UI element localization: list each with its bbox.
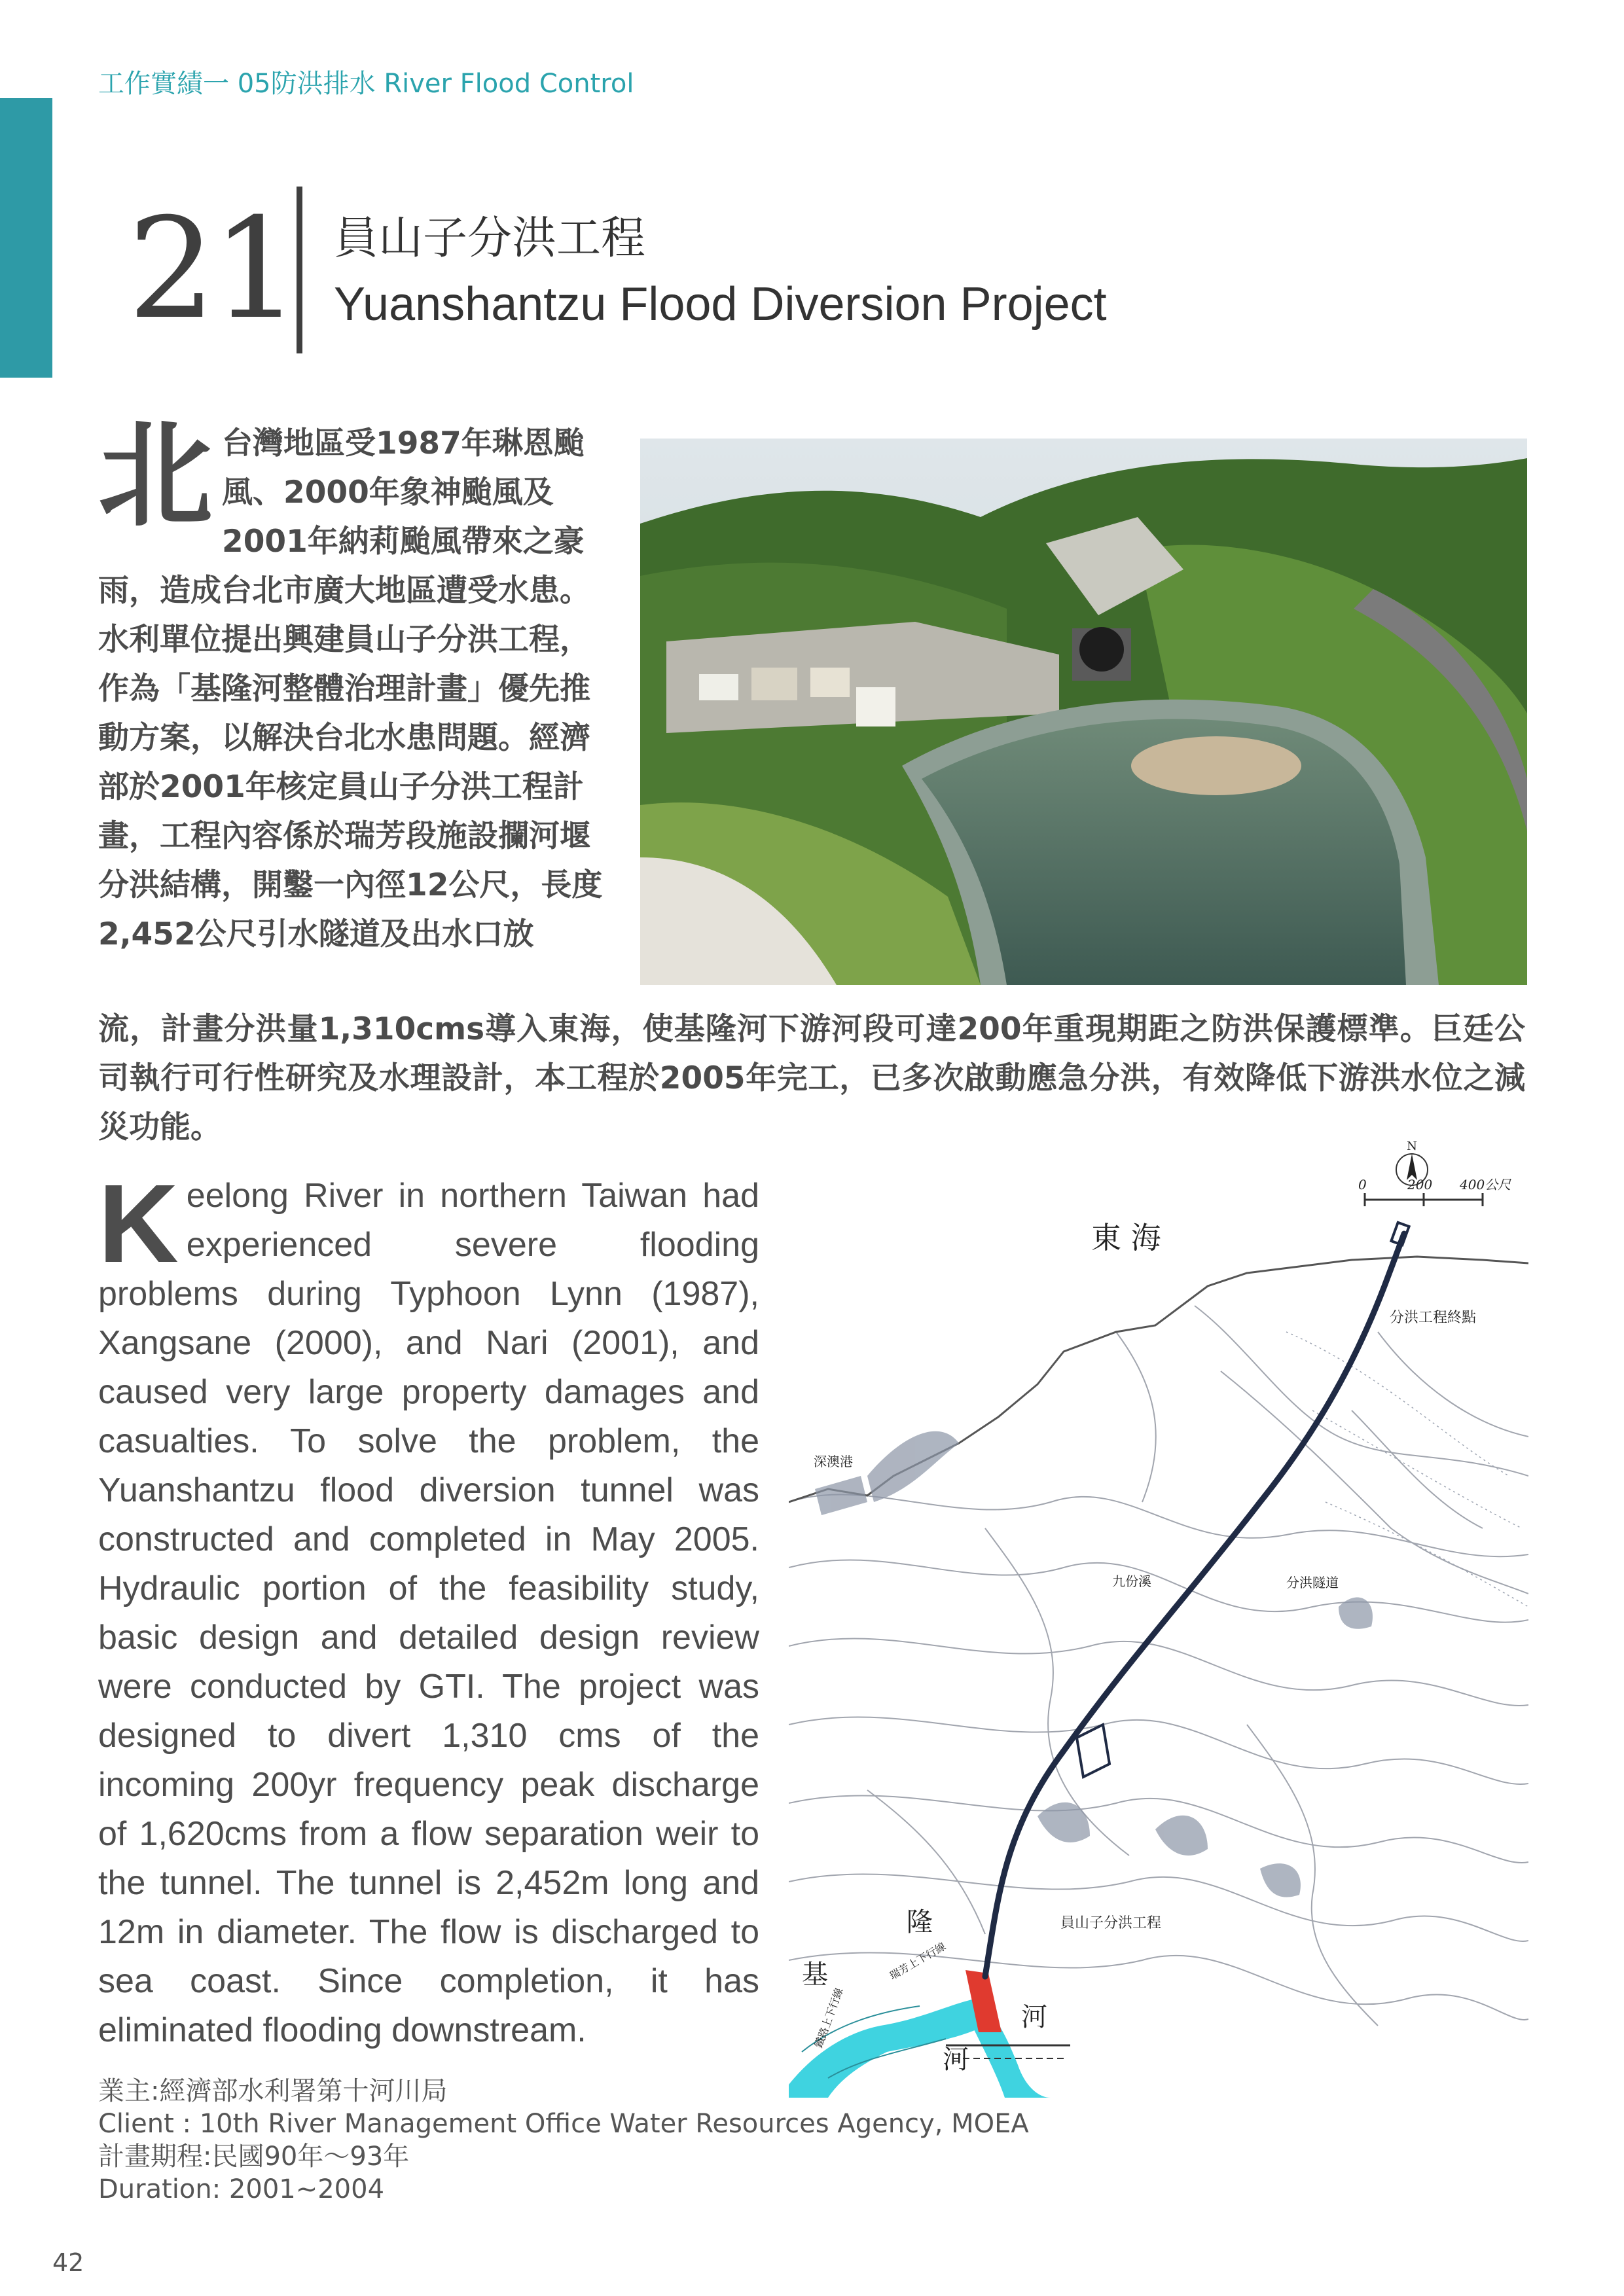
zh-drop-cap: 北 bbox=[98, 410, 213, 543]
zh-paragraph-continued: 流，計畫分洪量1,310cms導入東海，使基隆河下游河段可達200年重現期距之防洪保護標準。巨廷公司執行可行性研究及水理設計，本工程於2005年完工，已多次啟動應急分洪，有效降低下游洪水位之減災功能。 bbox=[98, 1011, 1525, 1145]
map-label-tunnel: 分洪隧道 bbox=[1286, 1575, 1339, 1590]
client-zh: 業主:經濟部水利署第十河川局 bbox=[98, 2076, 448, 2106]
map-label-rail: 瑞芳上下行線 bbox=[887, 1940, 948, 1982]
scale-bar bbox=[1358, 1177, 1511, 1206]
map-label-sea: 東 海 bbox=[1091, 1220, 1161, 1255]
en-paragraph bbox=[98, 1162, 759, 2055]
zh-paragraph bbox=[98, 410, 617, 959]
project-title-zh: 員山子分洪工程 bbox=[334, 213, 646, 264]
duration-zh: 計畫期程:民國90年～93年 bbox=[98, 2142, 410, 2172]
site-photo-illustration bbox=[640, 439, 1527, 985]
en-paragraph-text: eelong River in northern Taiwan had experienced severe flooding problems during Typhoon Lynn (1987), Xangsane (2000), and Nari (2001), and caused very large property damages and casualties. To solve the problem, the Yuanshantzu flood diversion tunnel was constructed and completed in May 2005. Hydraulic portion of the feasibility study, basic design and detailed design review were conducted by GTI. The project was designed to divert 1,310 cms of the incoming 200yr frequency peak discharge of 1,620cms from a flow separation weir to the tunnel. The tunnel is 2,452m long and 12m in diameter. The flow is discharged to sea coast. Since completion, it has eliminated flooding downstream. bbox=[98, 1177, 759, 2049]
title-divider bbox=[297, 187, 302, 353]
project-title-en: Yuanshantzu Flood Diversion Project bbox=[334, 278, 1107, 331]
north-label: N bbox=[1407, 1139, 1417, 1153]
page-number: 42 bbox=[52, 2248, 84, 2277]
scale-label-400: 400公尺 bbox=[1460, 1177, 1511, 1193]
en-drop-cap: K bbox=[98, 1162, 179, 1286]
site-photo bbox=[640, 439, 1527, 985]
project-number: 21 bbox=[128, 188, 297, 350]
map-label-village: 九份溪 bbox=[1112, 1573, 1151, 1589]
project-map-illustration bbox=[789, 1136, 1528, 2098]
map-label-river-2: 河 bbox=[943, 2045, 969, 2075]
header-section-label: 工作實績一 05防洪排水 River Flood Control bbox=[98, 69, 634, 99]
accent-bar bbox=[0, 98, 52, 378]
map-label-harbor: 深澳港 bbox=[814, 1454, 853, 1469]
map-label-project: 員山子分洪工程 bbox=[1060, 1915, 1162, 1931]
map-label-river-1: 隆 bbox=[907, 1907, 933, 1937]
map-label-endpoint: 分洪工程終點 bbox=[1390, 1310, 1477, 1326]
project-map bbox=[789, 1136, 1528, 2098]
zh-paragraph-text: 台灣地區受1987年琳恩颱風、2000年象神颱風及2001年納莉颱風帶來之豪雨，造成台北市廣大地區遭受水患。水利單位提出興建員山子分洪工程，作為「基隆河整體治理計畫」優先推動方案，以解決台北水患問題。經濟部於2001年核定員山子分洪工程計畫，工程內容係於瑞芳段施設攔河堰分洪結構，開鑿一內徑12公尺，長度2,452公尺引水隧道及出水口放 bbox=[98, 425, 603, 952]
scale-label-0: 0 bbox=[1358, 1177, 1367, 1193]
duration-en: Duration: 2001~2004 bbox=[98, 2174, 385, 2204]
map-label-river-3: 河 bbox=[1021, 2002, 1047, 2032]
map-label-river-0: 基 bbox=[802, 1960, 828, 1990]
scale-label-200: 200 bbox=[1407, 1177, 1433, 1193]
client-en: Client : 10th River Management Office Water Resources Agency, MOEA bbox=[98, 2109, 1029, 2139]
map-label-rail-2: 鐵路上下行線 bbox=[812, 1986, 846, 2050]
